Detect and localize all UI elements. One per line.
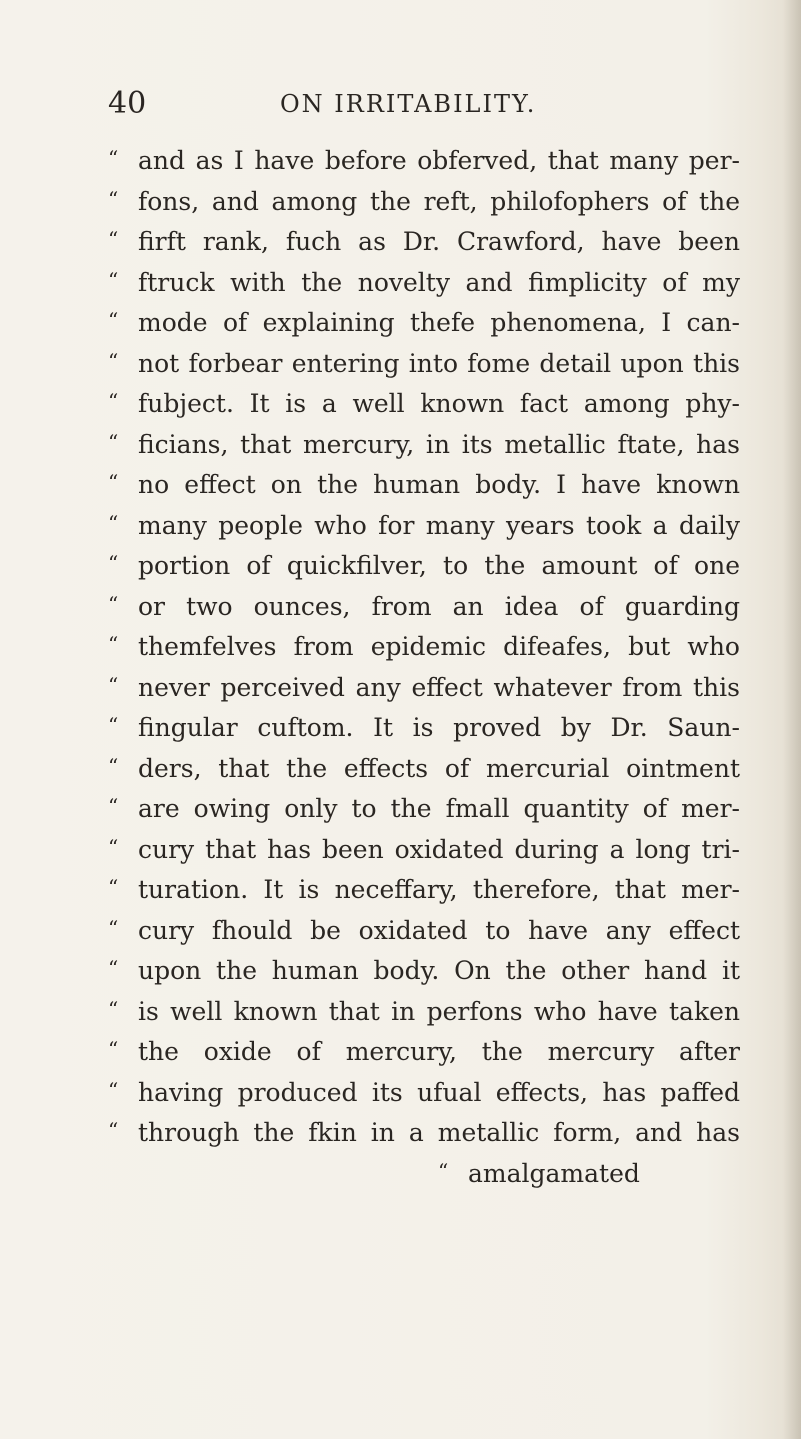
quote-mark: “ bbox=[108, 672, 119, 697]
quote-mark: “ bbox=[108, 308, 119, 332]
quote-mark: “ bbox=[108, 591, 119, 616]
text-line: “ are owing only to the fmall quantity of mer- bbox=[108, 786, 740, 827]
quote-mark: “ bbox=[108, 875, 119, 899]
page-header bbox=[108, 86, 748, 126]
text-line: “ themfelves from epidemic difeafes, but who bbox=[108, 624, 740, 665]
quote-mark: “ bbox=[108, 996, 119, 1021]
quote-mark: “ bbox=[108, 510, 119, 535]
body-text bbox=[108, 138, 740, 1191]
page-number: 40 bbox=[108, 86, 147, 121]
quote-mark: “ bbox=[108, 186, 119, 211]
text-line: “ is well known that in perfons who have taken bbox=[108, 989, 740, 1030]
quote-mark: “ bbox=[108, 1037, 119, 1061]
quote-mark: “ bbox=[108, 389, 119, 413]
quote-mark: “ bbox=[108, 470, 119, 494]
text-line: “ and as I have before obferved, that many per- bbox=[108, 138, 740, 179]
quote-mark: “ bbox=[108, 753, 119, 778]
text-line: “ no effect on the human body. I have known bbox=[108, 462, 740, 503]
quote-mark: “ bbox=[108, 227, 119, 251]
quote-mark: “ bbox=[108, 1077, 119, 1102]
quote-mark: “ bbox=[108, 146, 119, 170]
quote-mark: “ bbox=[108, 915, 119, 940]
quote-mark: “ bbox=[438, 1158, 449, 1183]
text-line: “ many people who for many years took a daily bbox=[108, 503, 740, 544]
quote-mark: “ bbox=[108, 956, 119, 980]
text-line: “ never perceived any effect whatever from this bbox=[108, 665, 740, 706]
text-line: “ ficians, that mercury, in its metallic ftate, has bbox=[108, 422, 740, 463]
quote-mark: “ bbox=[108, 713, 119, 737]
quote-mark: “ bbox=[108, 267, 119, 292]
text-line-catchword: “ amalgamated bbox=[108, 1151, 740, 1192]
text-line: “ or two ounces, from an idea of guarding bbox=[108, 584, 740, 625]
text-line: “ firft rank, fuch as Dr. Crawford, have been bbox=[108, 219, 740, 260]
text-line: “ cury fhould be oxidated to have any effect bbox=[108, 908, 740, 949]
page-edge-shadow bbox=[783, 0, 801, 1439]
text-line: “ cury that has been oxidated during a long tri- bbox=[108, 827, 740, 868]
quote-mark: “ bbox=[108, 632, 119, 656]
quote-mark: “ bbox=[108, 834, 119, 859]
quote-mark: “ bbox=[108, 794, 119, 818]
text-line: “ portion of quickfilver, to the amount of one bbox=[108, 543, 740, 584]
text-line: “ turation. It is neceffary, therefore, that mer- bbox=[108, 867, 740, 908]
text-line: “ upon the human body. On the other hand it bbox=[108, 948, 740, 989]
text-line: “ ftruck with the novelty and fimplicity of my bbox=[108, 260, 740, 301]
text-line: “ fubject. It is a well known fact among phy- bbox=[108, 381, 740, 422]
text-line: “ the oxide of mercury, the mercury after bbox=[108, 1029, 740, 1070]
running-head: ON IRRITABILITY. bbox=[280, 90, 537, 118]
quote-mark: “ bbox=[108, 551, 119, 575]
text-line: “ having produced its ufual effects, has paffed bbox=[108, 1070, 740, 1111]
quote-mark: “ bbox=[108, 429, 119, 454]
text-line: “ through the fkin in a metallic form, and has bbox=[108, 1110, 740, 1151]
text-line: “ fingular cuftom. It is proved by Dr. Saun- bbox=[108, 705, 740, 746]
text-line: “ mode of explaining thefe phenomena, I can- bbox=[108, 300, 740, 341]
text-line: “ ders, that the effects of mercurial ointment bbox=[108, 746, 740, 787]
quote-mark: “ bbox=[108, 348, 119, 373]
quote-mark: “ bbox=[108, 1118, 119, 1142]
text-line: “ not forbear entering into fome detail upon this bbox=[108, 341, 740, 382]
text-line: “ fons, and among the reft, philofophers of the bbox=[108, 179, 740, 220]
